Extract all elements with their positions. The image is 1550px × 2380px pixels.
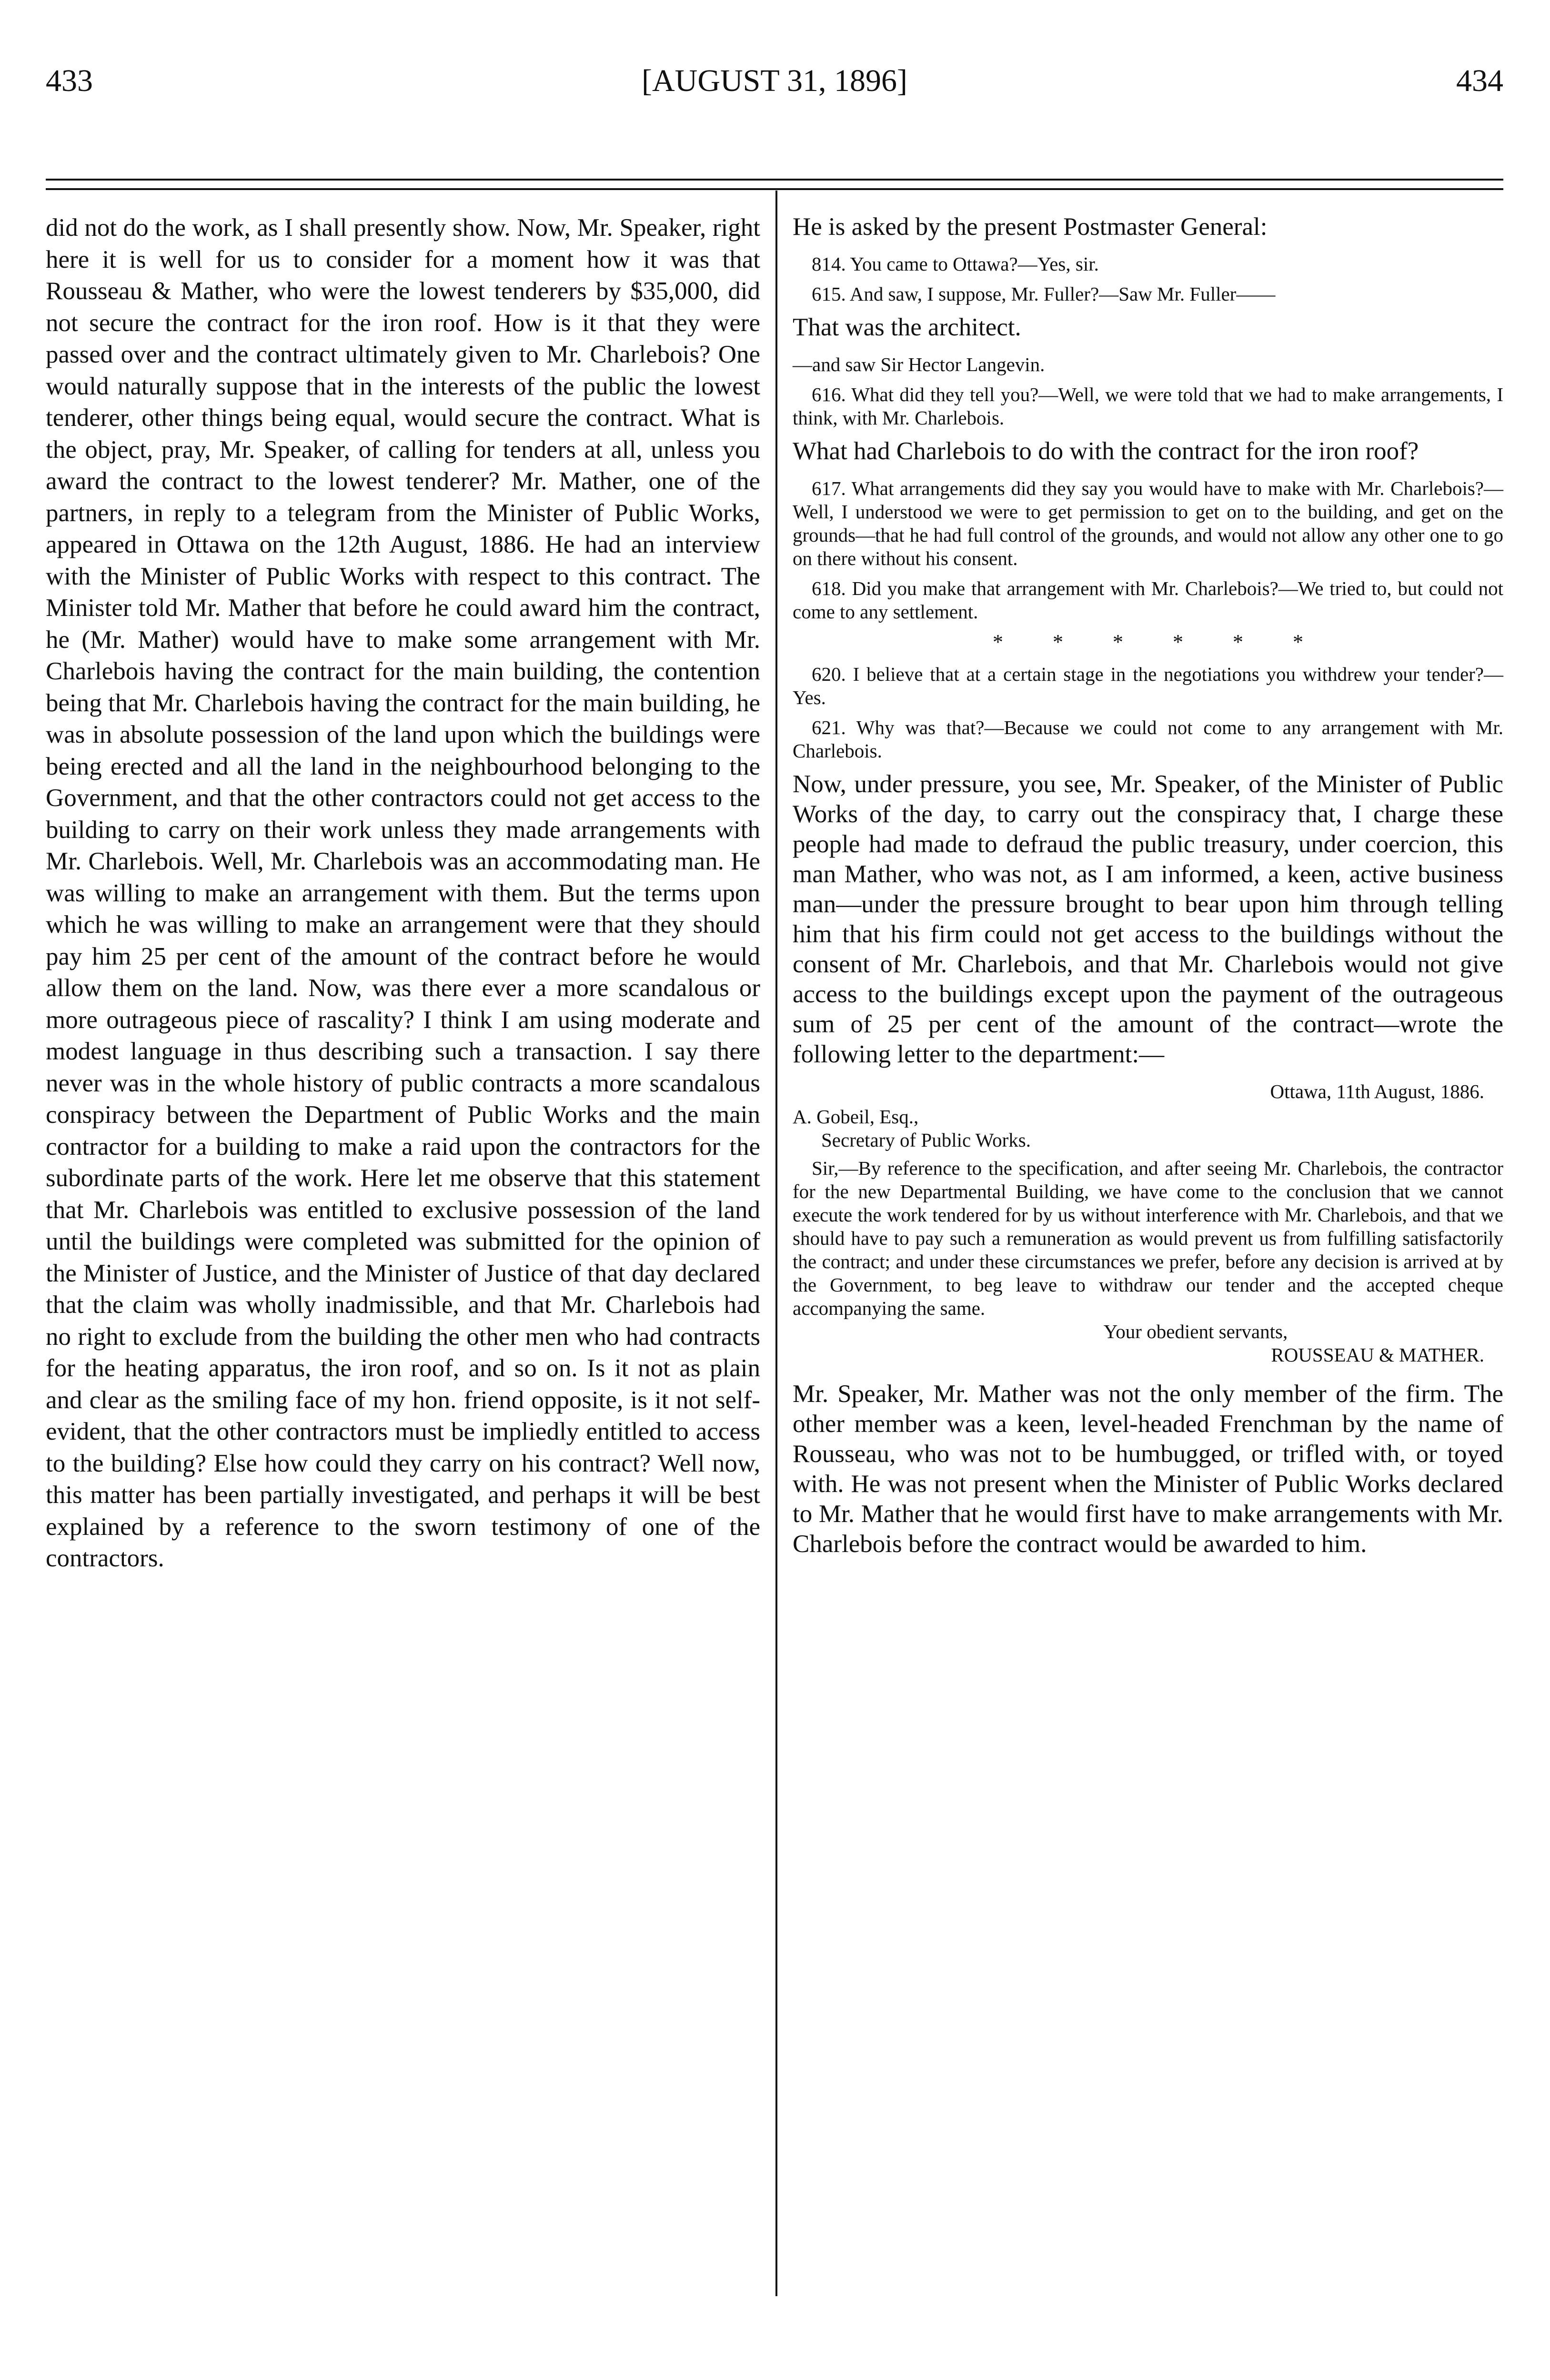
testimony-615: 615. And saw, I suppose, Mr. Fuller?—Saw Mr. Fuller—— [812,283,1276,305]
ellipsis-stars: * * * * * * [993,630,1303,654]
running-head-date: [AUGUST 31, 1896] [642,63,907,98]
letter-body: Sir,—By reference to the specification, and after seeing Mr. Charlebois, the contractor for the new Departmental Building, we have come to the conclusion that we cannot execute the work tendered for by us without interference with Mr. Charlebois, and that we should have to pay such a remuneration as would prevent us from fulfilling satisfactorily the contract; and under these circumstances we prefer, before any decision is arrived at by the Government, to beg leave to withdraw our tender and the accepted cheque accompanying the same. [793,1157,1503,1319]
page-number-right: 434 [1456,63,1503,98]
testimony-617: 617. What arrangements did they say you would have to make with Mr. Charlebois?—Well, I understood we were to get permission to get on to the building, and get on the grounds—that he had full control of the grounds, and would not allow any other one to go on there without his consent. [793,477,1503,569]
testimony-616: 616. What did they tell you?—Well, we were told that we had to make arrangements, I think, with Mr. Charlebois. [793,383,1503,429]
final-paragraph: Mr. Speaker, Mr. Mather was not the only member of the firm. The other member was a keen, level-headed Frenchman by the name of Rousseau, who was not to be humbugged, or trifled with, or toyed with. He was not present when the Minister of Public Works declared to Mr. Mather that he would first have to make arrangements with Mr. Charlebois before the contract would be awarded to him. [793,1380,1503,1558]
testimony-618: 618. Did you make that arrangement with Mr. Charlebois?—We tried to, but could not come to any settlement. [793,577,1503,623]
letter-closing: Your obedient servants, [1103,1321,1288,1342]
testimony-814: 814. You came to Ottawa?—Yes, sir. [812,253,1099,275]
pressure-paragraph: Now, under pressure, you see, Mr. Speaker, of the Minister of Public Works of the day, to carry out the conspiracy that, I charge these people had made to defraud the public treasury, under coercion, this man Mather, who was not, as I am informed, a keen, active business man—under the pressure brought to bear upon him through telling him that his firm could not get access to the buildings without the consent of Mr. Charlebois, and that Mr. Charlebois would not give access to the buildings except upon the payment of the outrageous sum of 25 per cent of the amount of the contract—wrote the following letter to the department:— [793,770,1503,1068]
header-rule-bottom [46,188,1503,190]
testimony-621: 621. Why was that?—Because we could not come to any arrangement with Mr. Charlebois. [793,716,1503,762]
speech-paragraph: did not do the work, as I shall presently show. Now, Mr. Speaker, right here it is well for us to consider for a moment how it was that Rousseau & Mather, who were the lowest tenderers by $35,000, did not secure the contract for the iron roof. How is it that they were passed over and the contract ultimately given to Mr. Charlebois? One would naturally suppose that in the interests of the public the lowest tenderer, other things being equal, would secure the contract. What is the object, pray, Mr. Speaker, of calling for tenders at all, unless you award the contract to the lowest tenderer? Mr. Mather, one of the partners, in reply to a telegram from the Minister of Public Works, appeared in Ottawa on the 12th August, 1886. He had an interview with the Minister of Public Works with respect to this contract. The Minister told Mr. Mather that before he could award him the contract, he (Mr. Mather) would have to make some arrangement with Mr. Charlebois having the contract for the main building, the contention being that Mr. Charlebois having the contract for the main building, he was in absolute possession of the land upon which the buildings were being erected and all the land in the neighbourhood belonging to the Government, and that the other contractors could not get access to the building to carry on their work unless they made arrangements with Mr. Charlebois. Well, Mr. Charlebois was an accommodating man. He was willing to make an arrangement with them. But the terms upon which he was willing to make an arrangement were that they should pay him 25 per cent of the amount of the contract before he would allow them on the land. Now, was there ever a more scandalous or more outrageous piece of rascality? I think I am using moderate and modest language in thus describing such a transaction. I say there never was in the whole history of public contracts a more scandalous conspiracy between the Department of Public Works and the main contractor for a building to make a raid upon the contractors for the subordinate parts of the work. Here let me observe that this statement that Mr. Charlebois was entitled to exclusive possession of the land until the buildings were completed was submitted for the opinion of the Minister of Justice, and the Minister of Justice of that day declared that the claim was wholly inadmissible, and that Mr. Charlebois had no right to exclude from the building the other men who had contracts for the heating apparatus, the iron roof, and so on. Is it not as plain and clear as the smiling face of my hon. friend opposite, is it not self-evident, that the other contractors must be impliedly entitled to access to the building? Else how could they carry on his contract? Well now, this matter has been partially investigated, and perhaps it will be best explained by a reference to the sworn testimony of one of the contractors. [46,214,760,1572]
letter-addressee-title: Secretary of Public Works. [821,1129,1031,1151]
iron-roof-question: What had Charlebois to do with the contract for the iron roof? [793,437,1419,465]
quoted-letter [793,1080,1503,1367]
page-header [46,57,1503,105]
intro-paragraph: He is asked by the present Postmaster General: [793,213,1268,241]
letter-dateline: Ottawa, 11th August, 1886. [1270,1080,1484,1102]
left-column [46,212,760,1574]
testimony-langevin: —and saw Sir Hector Langevin. [793,353,1045,375]
architect-remark: That was the architect. [793,313,1021,341]
header-rule-top [46,179,1503,181]
page-number-left: 433 [46,63,93,98]
testimony-620: 620. I believe that at a certain stage in the negotiations you withdrew your tender?—Yes. [793,663,1503,708]
letter-signature: ROUSSEAU & MATHER. [1271,1344,1484,1366]
letter-addressee: A. Gobeil, Esq., [793,1106,919,1128]
column-divider [775,191,777,2296]
right-column [793,212,1503,1570]
